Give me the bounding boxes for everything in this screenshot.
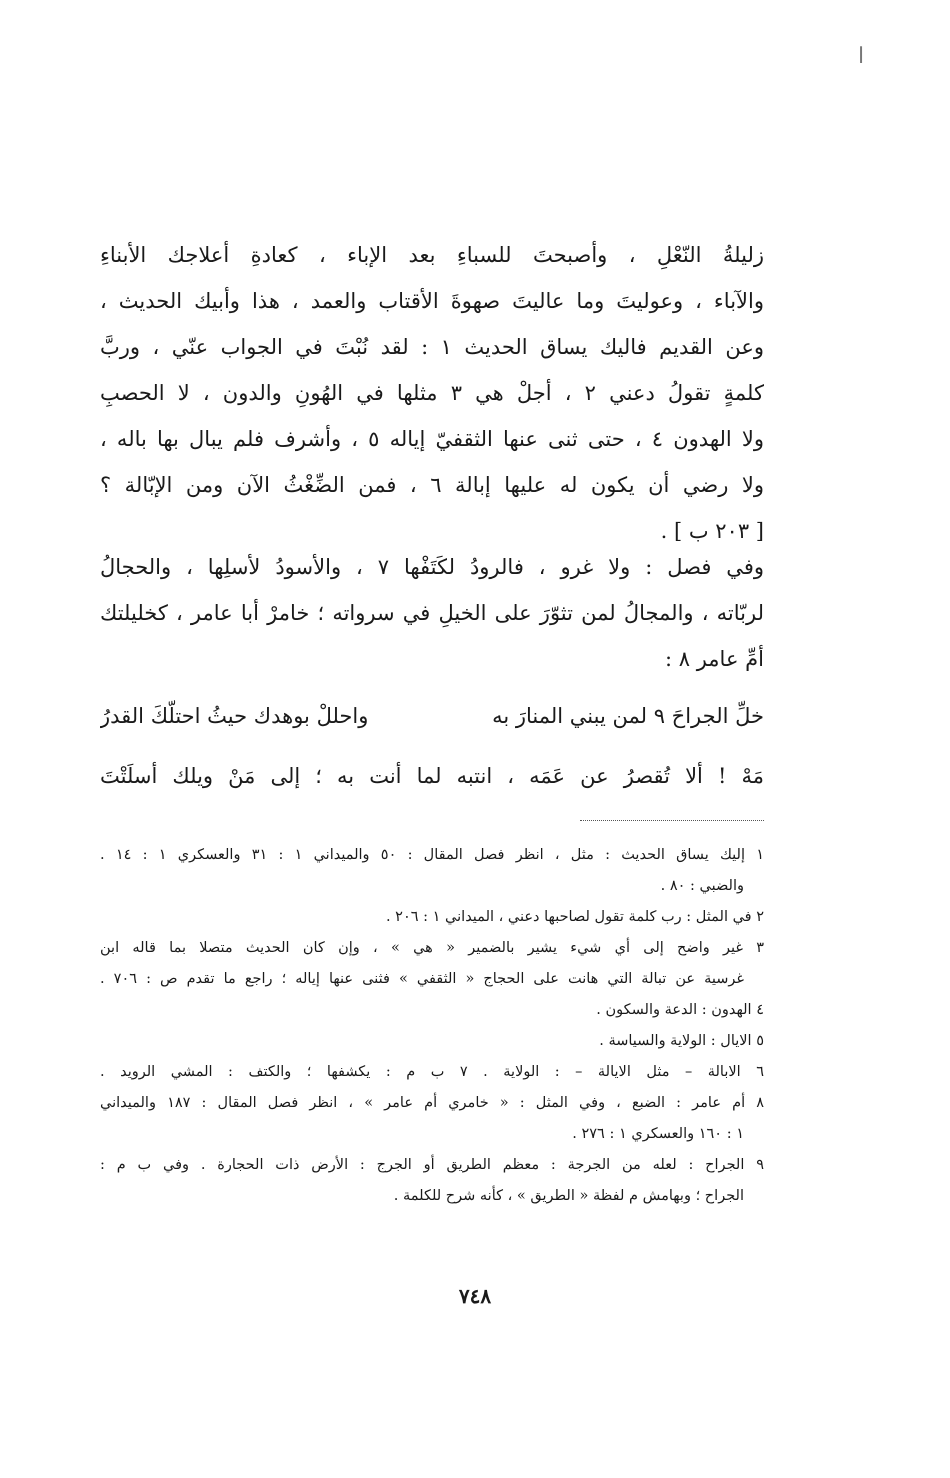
paragraph-2 [100, 544, 764, 682]
footnote-line: ٦ الابالة – مثل الايالة – : الولاية . ٧ ب م : يكشفها ؛ والكتف : المشي الرويد . [100, 1064, 764, 1080]
page-number: ٧٤٨ [458, 1284, 492, 1308]
continuation-text: مَهْ ! ألا تُقصرُ عن عَمَه ، انتبه لما أنت به ؛ إلى مَنْ ويلك أسلَتْتَ [100, 764, 764, 788]
verse-hemistich-left: واحللْ بوهدك حيثُ احتلّكَ القدرُ [100, 704, 369, 728]
text-line: ولا رضي أن يكون له عليها إبالة ٦ ، فمن الضِّغْثُ الآن ومن الإبّالة ؟ [100, 473, 764, 497]
footnote-line: ٤ الهدون : الدعة والسكون . [596, 1002, 764, 1018]
text-line: كلمةٍ تقولُ دعني ٢ ، أجلْ هي ٣ مثلها في الهُونِ والدون ، لا الحصبِ [100, 381, 764, 405]
verse-block [100, 686, 764, 806]
text-line: [ ٢٠٣ ب ] . [660, 519, 764, 543]
text-line: ولا الهدون ٤ ، حتى ثنى عنها الثقفيّ إياله ٥ ، وأشرف فلم يبال بها باله ، [100, 427, 764, 451]
text-line: وفي فصل : ولا غرو ، فالرودُ لكَتَفْها ٧ ، والأسودُ لأسلِها ، والحجالُ [100, 555, 764, 579]
text-line: أمِّ عامر ٨ : [665, 647, 764, 671]
verse-hemistich-right: خلِّ الجراحَ ٩ لمن يبني المنارَ به [492, 704, 764, 728]
footnote-line: ٢ في المثل : رب كلمة تقول لصاحبها دعني ، الميداني ١ : ٢٠٦ . [385, 909, 764, 925]
footnote-separator [580, 820, 764, 821]
verse-line-2 [100, 746, 764, 806]
text-line: لربّاته ، والمجالُ لمن تثوّرَ على الخيلِ في سرواته ؛ خامرْ أبا عامر ، كخليلتك [100, 601, 764, 625]
corner-mark: ا [858, 44, 865, 69]
footnote-line: والضبي : ٨٠ . [660, 878, 744, 894]
text-line: والآباء ، وعوليتَ وما عاليتَ صهوةَ الأقتاب والعمد ، هذا وأبيك الحديث ، [100, 289, 764, 313]
footnote-line: ١ إليك يساق الحديث : مثل ، انظر فصل المقال : ٥٠ والميداني ١ : ٣١ والعسكري ١ : ١٤ . [100, 847, 764, 863]
footnotes [100, 840, 764, 1212]
footnote-line: الجراح ؛ وبهامش م لفظة « الطريق » ، كأنه شرح للكلمة . [393, 1188, 744, 1204]
footnote-line: ١ : ١٦٠ والعسكري ١ : ٢٧٦ . [572, 1126, 744, 1142]
text-line: زليلةُ النّعْلِ ، وأصبحتَ للسباءِ بعد الإباء ، كعادةِ أعلاجك الأبناءِ [100, 243, 764, 267]
footnote-line: ٩ الجراح : لعله من الجرجة : معظم الطريق أو الجرج : الأرض ذات الحجارة . وفي ب م : [100, 1157, 764, 1173]
text-line: وعن القديم فاليك يساق الحديث ١ : لقد نُبْتَ في الجواب عنّي ، وربَّ [100, 335, 764, 359]
footnote-line: ٥ الايال : الولاية والسياسة . [599, 1033, 764, 1049]
verse-line-1 [100, 686, 764, 746]
footnote-line: غرسية عن تبالة التي هانت على الحجاج « الثقفي » فثنى عنها إياله ؛ راجع ما تقدم ص : ٧٠٦ . [100, 971, 744, 987]
footnote-line: ٣ غير واضح إلى أي شيء يشير بالضمير « هي » ، وإن كان الحديث متصلا بما قاله ابن [100, 940, 764, 956]
paragraph-1 [100, 232, 764, 554]
footnote-line: ٨ أم عامر : الضبع ، وفي المثل : « خامري أم عامر » ، انظر فصل المقال : ١٨٧ والميداني [100, 1095, 764, 1111]
